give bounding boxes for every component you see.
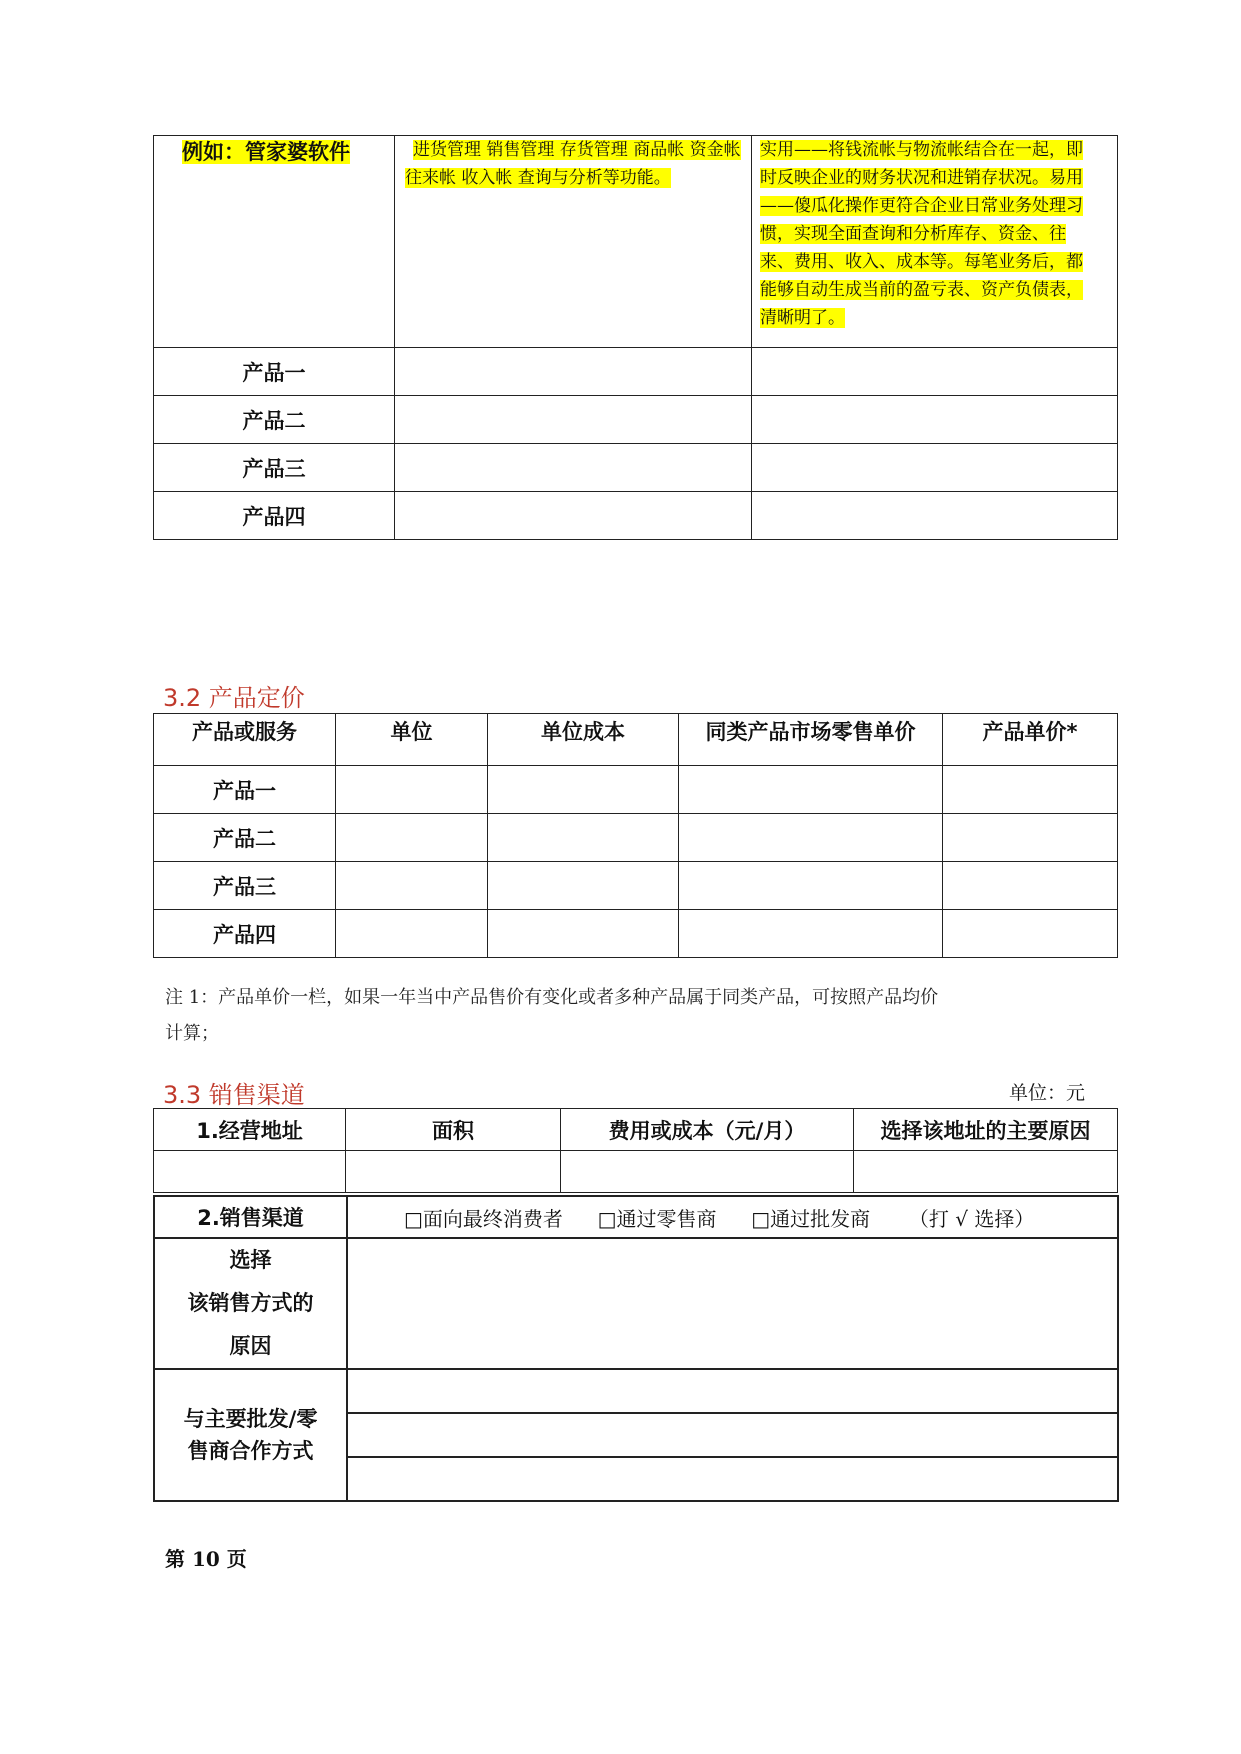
- channel-table: [153, 1195, 1119, 1502]
- option-retailer-checkbox[interactable]: □通过零售商: [597, 1206, 717, 1231]
- table-cell[interactable]: [336, 910, 488, 958]
- pricing-note-line1: 注 1：产品单价一栏，如果一年当中产品售价有变化或者多种产品属于同类产品，可按照产品均价: [165, 987, 939, 1008]
- reason-label: [154, 1238, 347, 1369]
- example-features-cell: [752, 136, 1118, 348]
- example-label: 例如：管家婆软件: [182, 140, 350, 164]
- pricing-header: 产品单价*: [943, 714, 1118, 766]
- address-header: 费用或成本（元/月）: [561, 1109, 854, 1151]
- example-label-cell: [154, 136, 395, 348]
- example-features: 实用——将钱流帐与物流帐结合在一起，即时反映企业的财务状况和进销存状况。易用——傻瓜化操作更符合企业日常业务处理习惯，实现全面查询和分析库存、资金、往来、费用、收入、成本等。每笔业务后，都能够自动生成当前的盈亏表、资产负债表，清晰明了。: [760, 140, 1083, 328]
- pricing-row-label: 产品二: [154, 814, 336, 862]
- section-heading-pricing: 3.2 产品定价: [163, 684, 305, 712]
- table-cell[interactable]: [346, 1151, 561, 1193]
- table-cell[interactable]: [561, 1151, 854, 1193]
- product-row-label: 产品四: [154, 492, 395, 540]
- table-cell[interactable]: [943, 766, 1118, 814]
- table-cell[interactable]: [395, 348, 752, 396]
- page-number: 第 10 页: [165, 1547, 247, 1571]
- cooperation-input-row[interactable]: [347, 1369, 1118, 1413]
- table-cell[interactable]: [336, 862, 488, 910]
- example-functions: 进货管理 销售管理 存货管理 商品帐 资金帐 往来帐 收入帐 查询与分析等功能。: [405, 140, 741, 188]
- table-cell[interactable]: [752, 444, 1118, 492]
- pricing-header: 产品或服务: [154, 714, 336, 766]
- table-cell[interactable]: [752, 348, 1118, 396]
- product-row-label: 产品一: [154, 348, 395, 396]
- address-table: [153, 1108, 1118, 1193]
- section-heading-channels: 3.3 销售渠道: [163, 1081, 305, 1109]
- pricing-note-line2: 计算；: [165, 1023, 219, 1044]
- address-header: 选择该地址的主要原因: [854, 1109, 1118, 1151]
- pricing-row-label: 产品四: [154, 910, 336, 958]
- table-cell[interactable]: [752, 492, 1118, 540]
- address-header: 1.经营地址: [154, 1109, 346, 1151]
- reason-label-line1: 选择: [229, 1248, 272, 1272]
- address-header: 面积: [346, 1109, 561, 1151]
- table-cell[interactable]: [679, 862, 943, 910]
- option-consumer-checkbox[interactable]: □面向最终消费者: [404, 1206, 563, 1231]
- pricing-table: [153, 713, 1118, 958]
- table-cell[interactable]: [336, 814, 488, 862]
- table-cell[interactable]: [395, 492, 752, 540]
- pricing-header: 同类产品市场零售单价: [679, 714, 943, 766]
- table-cell[interactable]: [488, 862, 679, 910]
- pricing-header: 单位: [336, 714, 488, 766]
- table-cell[interactable]: [395, 396, 752, 444]
- option-hint: （打 √ 选择）: [908, 1206, 1035, 1231]
- reason-input-cell[interactable]: [347, 1238, 1118, 1369]
- table-cell[interactable]: [854, 1151, 1118, 1193]
- pricing-header: 单位成本: [488, 714, 679, 766]
- pricing-row-label: 产品一: [154, 766, 336, 814]
- channel-options-cell: [347, 1196, 1118, 1238]
- reason-label-line3: 原因: [229, 1334, 272, 1358]
- unit-label: 单位：元: [1009, 1082, 1086, 1104]
- option-wholesaler-checkbox[interactable]: □通过批发商: [751, 1206, 871, 1231]
- cooperation-input-row[interactable]: [347, 1457, 1118, 1501]
- table-cell[interactable]: [679, 766, 943, 814]
- pricing-note: [165, 980, 1085, 1052]
- cooperation-label-line1: 与主要批发/零: [183, 1407, 318, 1431]
- table-cell[interactable]: [488, 814, 679, 862]
- example-table: [153, 135, 1118, 540]
- cooperation-input-row[interactable]: [347, 1413, 1118, 1457]
- table-cell[interactable]: [488, 766, 679, 814]
- cooperation-label-line2: 售商合作方式: [187, 1439, 314, 1463]
- table-cell[interactable]: [943, 910, 1118, 958]
- table-cell[interactable]: [395, 444, 752, 492]
- table-cell[interactable]: [943, 814, 1118, 862]
- example-functions-cell: [395, 136, 752, 348]
- table-cell[interactable]: [752, 396, 1118, 444]
- channel-label: 2.销售渠道: [154, 1196, 347, 1238]
- product-row-label: 产品三: [154, 444, 395, 492]
- table-cell[interactable]: [154, 1151, 346, 1193]
- product-row-label: 产品二: [154, 396, 395, 444]
- cooperation-label: [154, 1369, 347, 1501]
- table-cell[interactable]: [488, 910, 679, 958]
- table-cell[interactable]: [943, 862, 1118, 910]
- table-cell[interactable]: [679, 814, 943, 862]
- table-cell[interactable]: [679, 910, 943, 958]
- reason-label-line2: 该销售方式的: [187, 1291, 314, 1315]
- table-cell[interactable]: [336, 766, 488, 814]
- pricing-row-label: 产品三: [154, 862, 336, 910]
